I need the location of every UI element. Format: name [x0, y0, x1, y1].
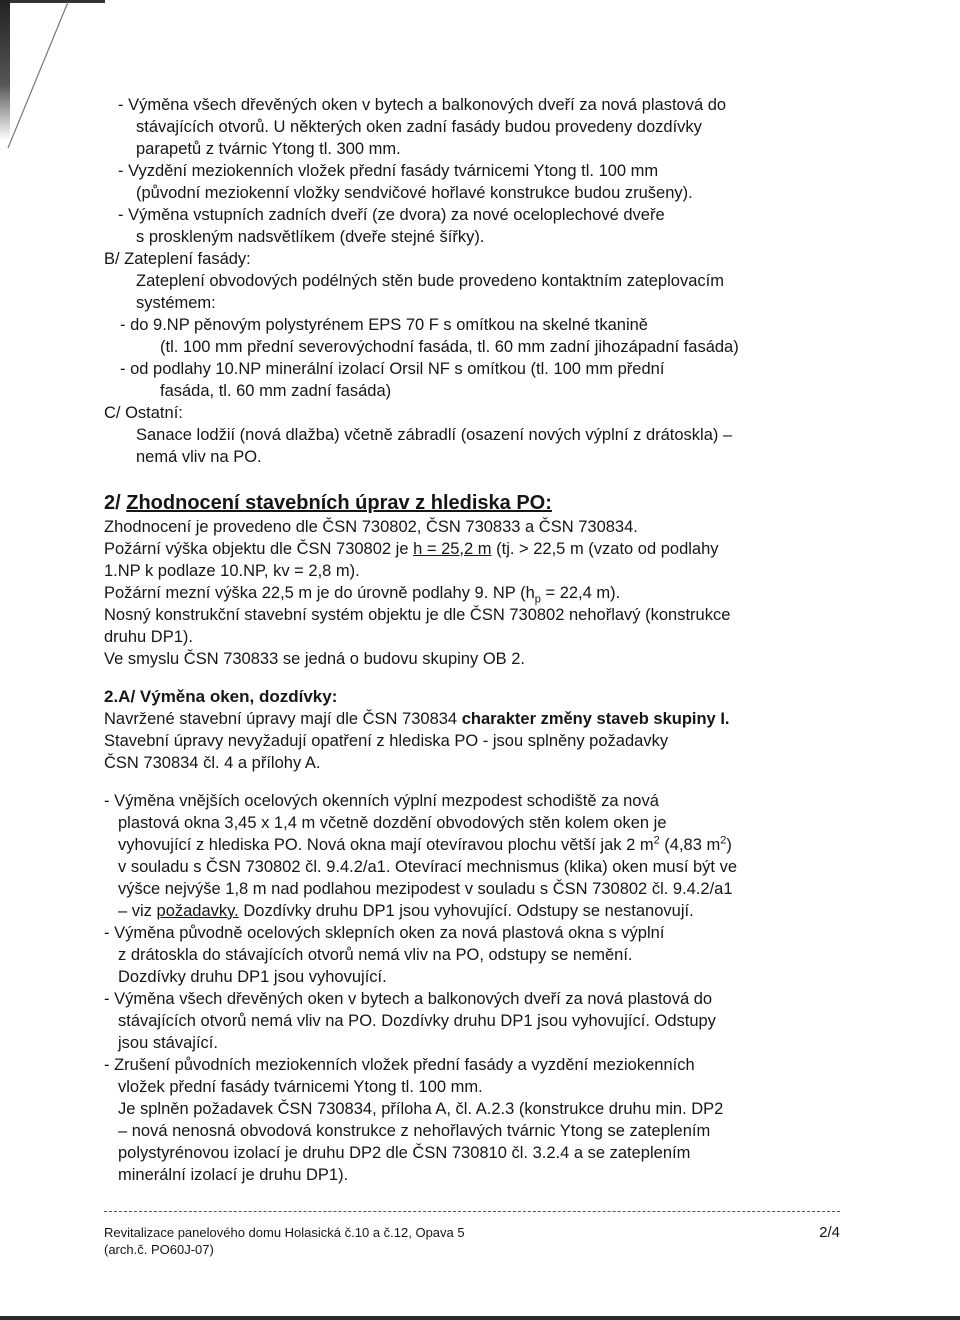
text-line: - Výměna všech dřevěných oken v bytech a balkonových dveří za nová plastová do: [104, 990, 713, 1008]
text-line: - Výměna vstupních zadních dveří (ze dvora) za nové oceloplechové dveře: [118, 206, 665, 224]
section-2-title: [104, 490, 844, 516]
text-line: - do 9.NP pěnovým polystyrénem EPS 70 F s omítkou na skelné tkanině: [120, 316, 648, 334]
page-footer: [104, 1224, 840, 1258]
text-line: - Výměna původně ocelových sklepních oken za nová plastová okna s výplní: [104, 924, 665, 942]
text-line: v souladu s ČSN 730802 čl. 9.4.2/a1. Otevírací mechnismus (klika) oken musí být ve: [118, 858, 738, 876]
section-2a-title: 2.A/ Výměna oken, dozdívky:: [104, 687, 338, 706]
section-2a: [104, 686, 844, 1186]
section-c: [104, 402, 844, 468]
page-number: 2/4: [819, 1224, 840, 1241]
text-line: (původní meziokenní vložky sendvičové hořlavé konstrukce budou zrušeny).: [136, 184, 693, 202]
scan-edge-mark: [0, 1316, 960, 1320]
text-line: systémem:: [136, 294, 216, 312]
text-line: z drátoskla do stávajících otvorů nemá vliv na PO, odstupy se nemění.: [118, 946, 633, 964]
section-a-items: [104, 94, 844, 248]
text-line: vložek přední fasády tvárnicemi Ytong tl. 100 mm.: [118, 1078, 483, 1096]
text-line: výšce nejvýše 1,8 m nad podlahou mezipodest v souladu s ČSN 730802 čl. 9.4.2/a1: [118, 880, 733, 898]
text-line: Dozdívky druhu DP1 jsou vyhovující.: [118, 968, 387, 986]
text-line: ČSN 730834 čl. 4 a přílohy A.: [104, 754, 321, 772]
text-line: jsou stávající.: [118, 1034, 218, 1052]
text-line: – viz požadavky. Dozdívky druhu DP1 jsou vyhovující. Odstupy se nestanovují.: [118, 902, 694, 920]
text-line: Nosný konstrukční stavební systém objektu je dle ČSN 730802 nehořlavý (konstrukce: [104, 606, 731, 624]
text-line: stávajících otvorů. U některých oken zadní fasády budou provedeny dozdívky: [136, 118, 702, 136]
text-line: fasáda, tl. 60 mm zadní fasáda): [160, 382, 392, 400]
text-line: Ve smyslu ČSN 730833 se jedná o budovu skupiny OB 2.: [104, 650, 525, 668]
text-line: Požární mezní výška 22,5 m je do úrovně podlahy 9. NP ($h_p = 22,4$ m).: [104, 584, 621, 606]
fire-height-value: h = 25,2 m: [413, 540, 492, 558]
section-b-heading: B/ Zateplení fasády:: [104, 250, 251, 268]
section-2: [104, 490, 844, 670]
text-line: stávajících otvorů nemá vliv na PO. Dozdívky druhu DP1 jsou vyhovující. Odstupy: [118, 1012, 716, 1030]
section-2-number: 2/: [104, 492, 121, 514]
text-line: Požární výška objektu dle ČSN 730802 je h = 25,2 m (tj. > 22,5 m (vzato od podlahy: [104, 540, 719, 558]
section-b: [104, 248, 844, 402]
text-line: Sanace lodžií (nová dlažba) včetně zábradlí (osazení nových výplní z drátoskla) –: [136, 426, 733, 444]
text-line: Zhodnocení je provedeno dle ČSN 730802, ČSN 730833 a ČSN 730834.: [104, 518, 638, 536]
footer-project-title: Revitalizace panelového domu Holasická č.10 a č.12, Opava 5: [104, 1225, 465, 1240]
section-c-heading: C/ Ostatní:: [104, 404, 183, 422]
text-line: - Zrušení původních meziokenních vložek přední fasády a vyzdění meziokenních: [104, 1056, 695, 1074]
text-line: – nová nenosná obvodová konstrukce z nehořlavých tvárnic Ytong se zateplením: [118, 1122, 711, 1140]
text-line: s proskleným nadsvětlíkem (dveře stejné šířky).: [136, 228, 485, 246]
text-line: - Výměna vnějších ocelových okenních výplní mezpodest schodiště za nová: [104, 792, 659, 810]
text-line: - Vyzdění meziokenních vložek přední fasády tvárnicemi Ytong tl. 100 mm: [118, 162, 659, 180]
footer-divider: [104, 1211, 840, 1212]
text-line: Navržené stavební úpravy mají dle ČSN 730834 charakter změny staveb skupiny I.: [104, 710, 730, 728]
text-line: parapetů z tvárnic Ytong tl. 300 mm.: [136, 140, 401, 158]
text-line: nemá vliv na PO.: [136, 448, 262, 466]
text-line: Zateplení obvodových podélných stěn bude provedeno kontaktním zateplovacím: [136, 272, 724, 290]
text-line: Stavební úpravy nevyžadují opatření z hlediska PO - jsou splněny požadavky: [104, 732, 669, 750]
scan-edge-line: [0, 0, 70, 150]
text-line: 1.NP k podlaze 10.NP, kv = 2,8 m).: [104, 562, 360, 580]
footer-archive-number: (arch.č. PO60J-07): [104, 1242, 214, 1257]
document-body: [104, 94, 844, 1186]
bold-emphasis: charakter změny staveb skupiny I.: [461, 710, 730, 728]
text-line: druhu DP1).: [104, 628, 193, 646]
text-line: - Výměna všech dřevěných oken v bytech a balkonových dveří za nová plastová do: [118, 96, 727, 114]
text-line: (tl. 100 mm přední severovýchodní fasáda, tl. 60 mm zadní jihozápadní fasáda): [160, 338, 739, 356]
text-line: Je splněn požadavek ČSN 730834, příloha A, čl. A.2.3 (konstrukce druhu min. DP2: [118, 1100, 724, 1118]
text-line: plastová okna 3,45 x 1,4 m včetně dozdění obvodových stěn kolem oken je: [118, 814, 667, 832]
text-line: - od podlahy 10.NP minerální izolací Orsil NF s omítkou (tl. 100 mm přední: [120, 360, 665, 378]
text-line: vyhovující z hlediska PO. Nová okna mají otevíravou plochu větší jak 2 $m^2$ (4,83 $m^2$): [118, 834, 732, 854]
text-line: polystyrénovou izolací je druhu DP2 dle ČSN 730810 čl. 3.2.4 a se zateplením: [118, 1144, 691, 1162]
section-2-title-text: Zhodnocení stavebních úprav z hlediska PO:: [126, 492, 552, 514]
text-line: minerální izolací je druhu DP1).: [118, 1166, 349, 1184]
